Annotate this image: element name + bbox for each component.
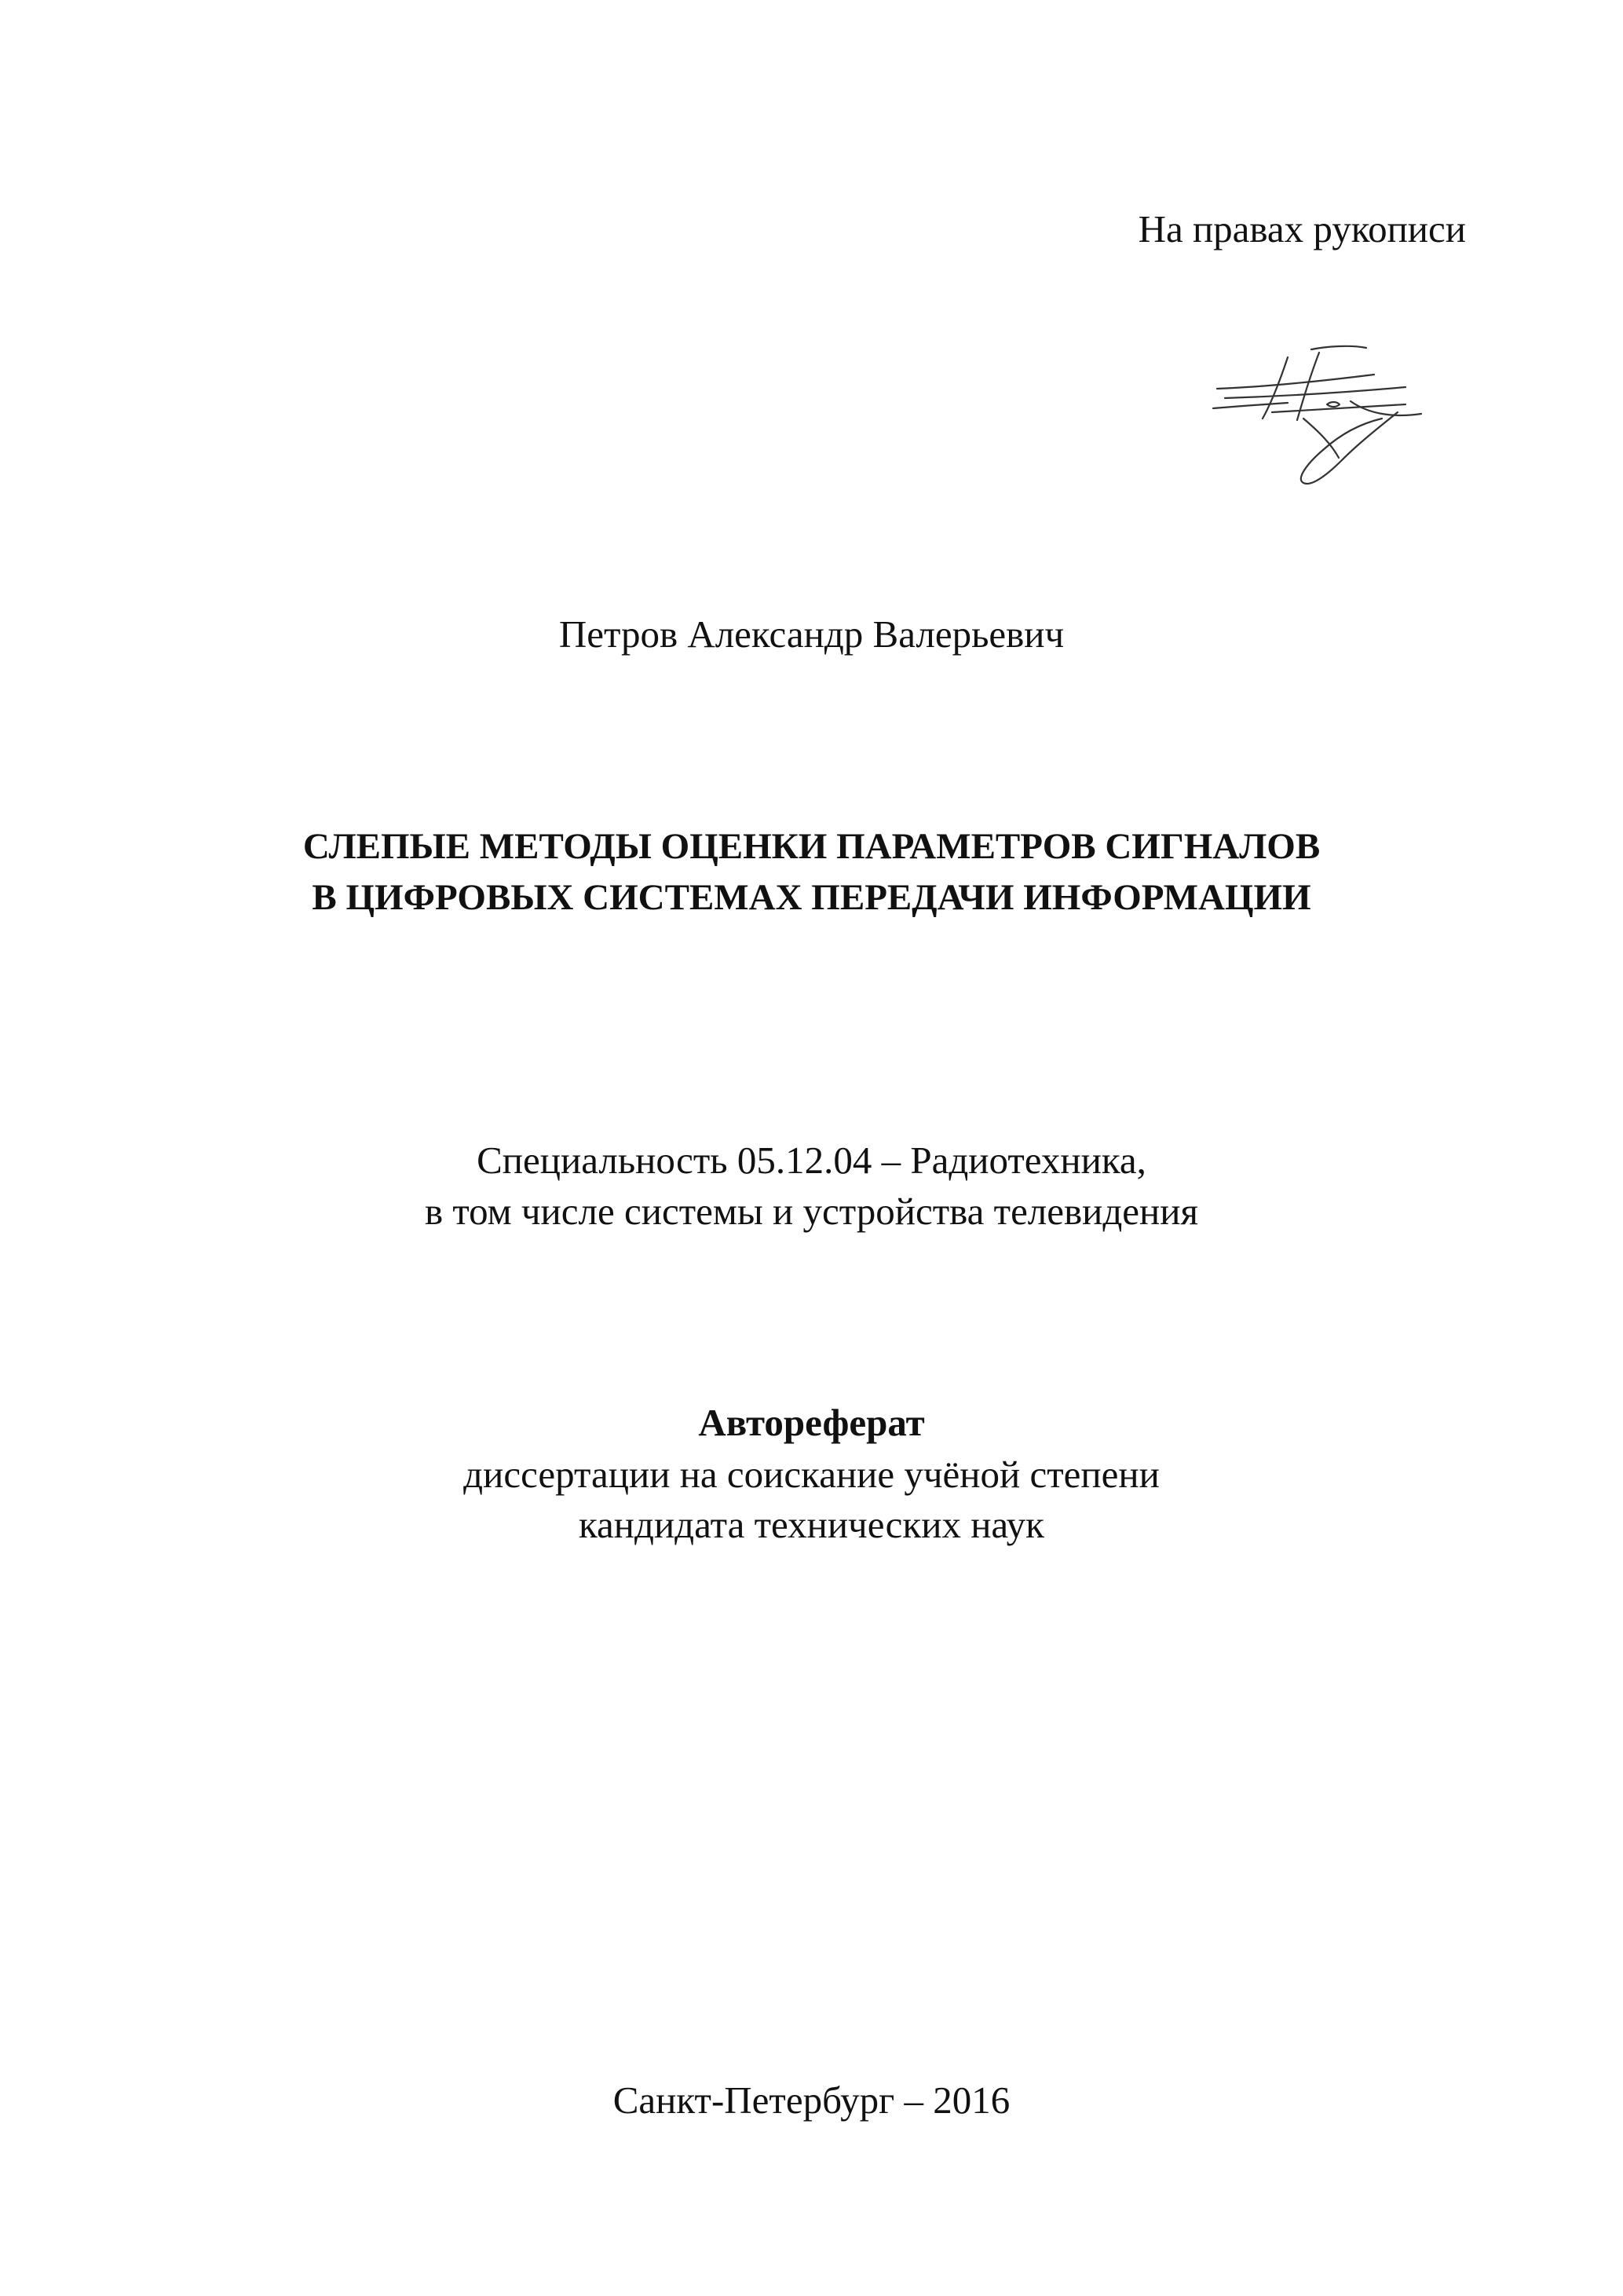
specialty-line-2: в том числе системы и устройства телевидения (424, 1190, 1199, 1233)
specialty-line-1: Специальность 05.12.04 – Радиотехника, (477, 1139, 1146, 1182)
handwritten-signature-icon (1193, 326, 1460, 499)
abstract-heading: Автореферат (698, 1401, 925, 1444)
degree-line-1: диссертации на соискание учёной степени (463, 1453, 1160, 1496)
degree-line-2: кандидата технических наук (578, 1503, 1044, 1546)
city-year: Санкт-Петербург – 2016 (612, 2078, 1011, 2122)
author-name: Петров Александр Валерьевич (558, 612, 1065, 656)
manuscript-note: На правах рукописи (1138, 207, 1466, 250)
thesis-title-line-2: В ЦИФРОВЫХ СИСТЕМАХ ПЕРЕДАЧИ ИНФОРМАЦИИ (312, 877, 1311, 918)
thesis-title-line-1: СЛЕПЫЕ МЕТОДЫ ОЦЕНКИ ПАРАМЕТРОВ СИГНАЛОВ (302, 826, 1321, 867)
